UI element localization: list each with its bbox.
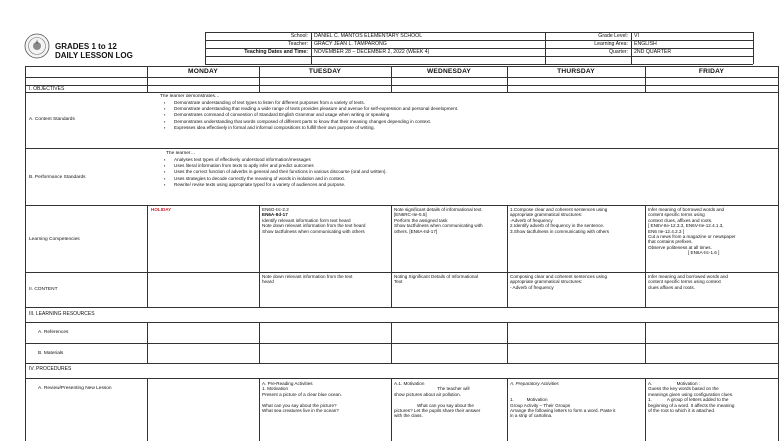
competency-line: Cut a news from a magazine or newspaper — [648, 234, 736, 240]
school-label: School: — [290, 33, 308, 39]
content-standards-list — [160, 100, 775, 131]
review-line: pictures? Let the pupils share their answer — [394, 408, 481, 414]
content-friday — [648, 274, 777, 290]
competency-line: Perform the assigned task — [394, 217, 448, 223]
review-line: A.1. Motivation — [394, 381, 425, 386]
review-line: What can you say about the picture? — [262, 402, 337, 408]
holiday-label: HOLIDAY — [151, 207, 172, 212]
content-label: II. CONTENT — [29, 287, 58, 292]
day-thursday: THURSDAY — [557, 68, 595, 75]
section-procedures: IV. PROCEDURES — [29, 366, 72, 372]
review-line: A. Preparatory Activities — [510, 381, 559, 386]
day-tuesday: TUESDAY — [308, 68, 342, 75]
competency-line: content specific terms using — [648, 212, 705, 218]
quarter-value: 2ND QUARTER — [634, 49, 672, 55]
area-value: ENGLISH — [634, 41, 657, 47]
competency-line: -Adverb of frequency — [510, 217, 553, 223]
teacher-value: GRACY JEAN L. TAMPARONG — [314, 41, 387, 47]
content-wednesday — [394, 274, 506, 285]
content-standard-item: ▪ Demonstrates command of convention of Standard English Grammar and usage when writing or speaking — [160, 112, 775, 118]
content-line: Infer meaning and borrowed words and — [648, 274, 728, 279]
content-line: - Adverb of frequency — [510, 284, 554, 290]
content-standards-cell — [160, 94, 775, 147]
teacher-label: Teacher: — [288, 41, 308, 47]
review-line: show pictures about air pollution. — [394, 391, 461, 397]
review-line: meanings given using configuration clues. — [648, 391, 734, 397]
competency-line: EN6G-IIc-2.2 — [262, 207, 289, 212]
performance-standard-item: ▪ Uses strategies to decode correctly the meaning of words in isolation and in context. — [160, 176, 775, 182]
competency-monday — [151, 207, 257, 212]
competency-line: 2.Identify adverb of frequency in the sentence. — [510, 223, 605, 229]
competency-line: Observe politeness at all times. — [648, 244, 712, 250]
day-wednesday: WEDNESDAY — [426, 68, 472, 75]
review-line: The teacher will — [394, 386, 470, 392]
content-standard-item: ▪ Demonstrate understanding that reading a wide range of texts provides pleasure and avenue for self-expression and personal development. — [160, 106, 775, 112]
content-line: Note down relevant information from the text — [262, 274, 353, 279]
day-friday: FRIDAY — [698, 68, 725, 75]
review-line: Group Activity – Their Groups — [510, 402, 571, 408]
content-line: content specific terms using context — [648, 279, 721, 285]
content-tuesday — [262, 274, 389, 285]
content-standard-item: ▪ Demonstrates understanding that words composed of different parts to know that their meaning changes depending in context. — [160, 119, 775, 125]
competency-line: Infer meaning of borrowed words and — [648, 207, 725, 212]
review-line: 1. Motivation — [262, 386, 289, 392]
dates-value: NOVEMBER 28 – DECEMBER 2, 2022 (WEEK 4) — [314, 49, 430, 55]
content-line: Noting Significant Details of Informational — [394, 274, 479, 279]
competency-line: Show tactfulness when communicating with others — [262, 228, 365, 234]
performance-standard-item: ▪ Rewrite/ revise texts using appropriate typed for a variety of audiences and purpose. — [160, 182, 775, 188]
competency-line: appropriate grammatical structures: — [510, 212, 583, 218]
content-standards-label: A. Content Standards — [29, 117, 75, 122]
competency-wednesday — [394, 207, 506, 234]
performance-standards-list — [160, 157, 775, 188]
competency-thursday — [510, 207, 644, 234]
performance-standard-item: ▪ Uses the correct function of adverbs in general and their functions in various discourse (oral and written). — [160, 169, 775, 175]
content-line: clues affixes and roots. — [648, 284, 695, 290]
performance-standard-item: ▪ Uses literal information from texts to aptly infer and predict outcomes — [160, 163, 775, 169]
competency-line: that contains prefixes. — [648, 239, 693, 245]
content-line: Text — [394, 279, 403, 285]
content-standard-item: ▪ Expresses idea effectively in formal and informal compositions to fulfill their own purpose of writing. — [160, 125, 775, 131]
content-line: Composing clear and coherent sentences using — [510, 274, 608, 279]
competency-line: [EN6RC-IIe-5.5] — [394, 212, 427, 218]
performance-standard-item: ▪ Analyses text types of effectively understood information/messages — [160, 157, 775, 163]
competency-line: others. [EN6A-IId-17] — [394, 228, 438, 234]
content-line: heard — [262, 279, 274, 285]
content-thursday — [510, 274, 644, 290]
content-standard-item: ▪ Demonstrate understanding of text types to listen for different purposes from a variety of texts. — [160, 100, 775, 106]
review-line: A. Motivation : — [648, 381, 701, 386]
review-line: beginning of a word. It affects the meaning — [648, 402, 735, 408]
review-line: Present a picture of a clear blue ocean. — [262, 391, 342, 397]
competency-line: Note down relevant information from the text heard — [262, 223, 366, 229]
competency-friday — [648, 207, 777, 256]
quarter-label: Quarter: — [608, 49, 628, 55]
title-line2: DAILY LESSON LOG — [55, 51, 133, 60]
performance-standards-label: B. Performance Standards — [29, 175, 86, 180]
review-line: What sea creatures live in the ocean? — [262, 408, 339, 414]
review-wednesday — [394, 381, 506, 439]
competency-line: Identify relevant information form text heard — [262, 217, 351, 223]
competency-line: context clues, affixes and roots. — [648, 217, 713, 223]
performance-standards-intro: The learner… — [166, 151, 196, 156]
competency-line: EN6 IIe-12.4.2.3 ] — [648, 228, 685, 234]
competency-line: Show tactfulness when communicating with — [394, 223, 483, 229]
section-resources: III. LEARNING RESOURCES — [29, 311, 95, 317]
review-line: with the class. — [394, 413, 423, 419]
references-label: A. References — [38, 330, 69, 335]
content-line: appropriate grammatical structures: — [510, 279, 583, 285]
competencies-label: Learning Competencies — [29, 237, 80, 242]
review-label: A. Review/Presenting New Lesson — [38, 386, 112, 391]
review-line: in a strip of cartolina. — [510, 413, 553, 419]
materials-label: B. Materials — [38, 351, 64, 356]
content-standards-intro: The learner demonstrates… — [160, 94, 220, 99]
grade-value: VI — [634, 33, 639, 39]
dates-label: Teaching Dates and Time: — [244, 49, 308, 55]
grade-label: Grade Level: — [598, 33, 628, 39]
school-value: DANIEL C. MANTOS ELEMENTARY SCHOOL — [314, 33, 423, 39]
review-line: A. Pre-Reading Activities — [262, 381, 313, 386]
competency-line: Note significant details of informational text. — [394, 207, 483, 212]
review-line: What can you say about the — [394, 402, 474, 408]
review-friday — [648, 381, 777, 439]
competency-line: [ EN6A-IIc-1.6 ] — [688, 250, 720, 256]
review-line: 1. Motivation — [510, 397, 548, 403]
review-line: 1. A group of letters added to the — [648, 397, 729, 403]
competency-line: [ EN6V-IIe-12.3.3, EN6V-IIe-12.4.1.3, — [648, 223, 724, 229]
area-label: Learning Area: — [594, 41, 628, 47]
competency-line: EN6A-IId-17 — [262, 212, 288, 218]
title-line1: GRADES 1 to 12 — [55, 42, 117, 51]
review-line: Arrange the following letters to form a word. Paste it — [510, 408, 616, 413]
performance-standards-cell — [160, 151, 775, 204]
competency-line: 3.Show tactfulness in communicating with others — [510, 228, 610, 234]
review-tuesday — [262, 381, 389, 439]
competency-line: 1.Compose clear and coherent sentences using — [510, 207, 608, 212]
review-line: Guess the key words based on the — [648, 386, 719, 392]
competency-tuesday — [262, 207, 389, 234]
review-thursday — [510, 381, 644, 439]
day-monday: MONDAY — [188, 68, 218, 75]
deped-seal-icon — [24, 33, 50, 59]
section-objectives: I. OBJECTIVES — [29, 86, 65, 92]
review-line: of the root to which it is attached. — [648, 408, 716, 414]
